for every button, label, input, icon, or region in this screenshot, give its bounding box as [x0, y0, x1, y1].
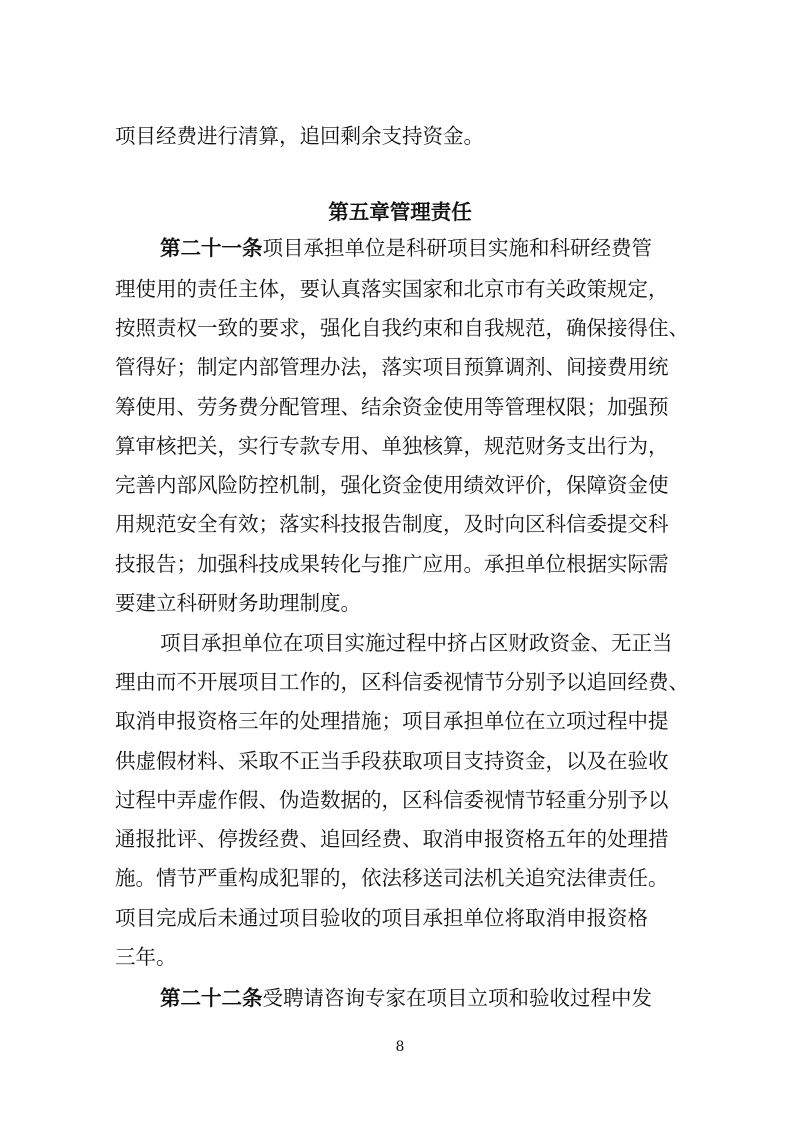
- paragraph-line: 技报告；加强科技成果转化与推广应用。承担单位根据实际需: [115, 552, 669, 576]
- paragraph-line: 通报批评、停拨经费、追回经费、取消申报资格五年的处理措: [115, 827, 669, 851]
- chapter-heading: 第五章管理责任: [328, 200, 472, 224]
- article-21-first-line: [160, 238, 652, 259]
- paragraph-line: 筹使用、劳务费分配管理、结余资金使用等管理权限；加强预: [115, 395, 669, 419]
- paragraph-line: 要建立科研财务助理制度。: [115, 591, 361, 615]
- article-22-first-line: [160, 988, 652, 1009]
- paragraph-line: 理使用的责任主体，要认真落实国家和北京市有关政策规定，: [115, 277, 669, 301]
- paragraph-line: 管得好；制定内部管理办法，落实项目预算调剂、间接费用统: [115, 355, 669, 379]
- page-number: 8: [395, 1039, 405, 1055]
- paragraph-line: 按照责权一致的要求，强化自我约束和自我规范，确保接得住、: [115, 316, 689, 340]
- paragraph-line: 算审核把关，实行专款专用、单独核算，规范财务支出行为，: [115, 434, 669, 458]
- paragraph-line: 项目经费进行清算，追回剩余支持资金。: [115, 124, 484, 148]
- paragraph-line: 过程中弄虚作假、伪造数据的，区科信委视情节轻重分别予以: [115, 788, 669, 812]
- article-22-text: 受聘请咨询专家在项目立项和验收过程中发: [262, 986, 652, 1010]
- paragraph-line: 项目承担单位在项目实施过程中挤占区财政资金、无正当: [160, 631, 673, 655]
- paragraph-line: 三年。: [115, 945, 177, 969]
- paragraph-line: 完善内部风险防控机制，强化资金使用绩效评价，保障资金使: [115, 473, 669, 497]
- article-21-text: 项目承担单位是科研项目实施和科研经费管: [262, 236, 652, 260]
- paragraph-line: 理由而不开展项目工作的，区科信委视情节分别予以追回经费、: [115, 670, 689, 694]
- article-21-label: 第二十一条: [160, 236, 263, 260]
- article-22-label: 第二十二条: [160, 986, 263, 1010]
- paragraph-line: 项目完成后未通过项目验收的项目承担单位将取消申报资格: [115, 906, 648, 930]
- paragraph-line: 供虚假材料、采取不正当手段获取项目支持资金，以及在验收: [115, 749, 669, 773]
- paragraph-line: 施。情节严重构成犯罪的，依法移送司法机关追究法律责任。: [115, 866, 669, 890]
- paragraph-line: 用规范安全有效；落实科技报告制度，及时向区科信委提交科: [115, 512, 669, 536]
- paragraph-line: 取消申报资格三年的处理措施；项目承担单位在立项过程中提: [115, 709, 669, 733]
